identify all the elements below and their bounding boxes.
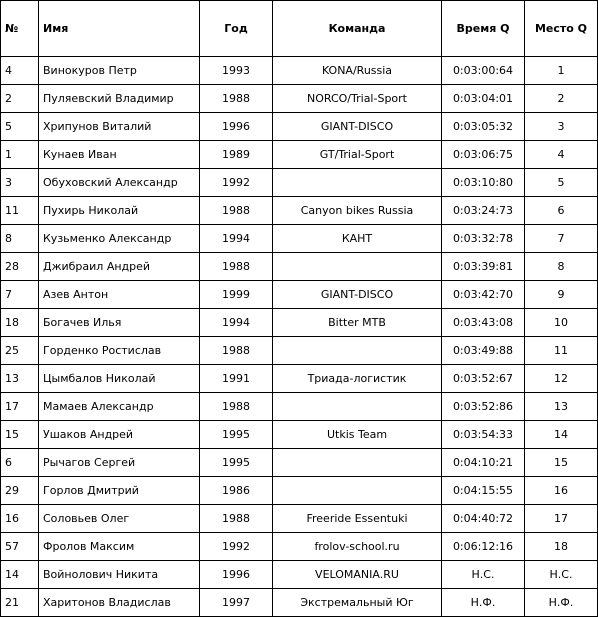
cell-time: 0:03:54:33 [442, 421, 525, 449]
cell-team: NORCO/Trial-Sport [273, 85, 442, 113]
cell-year: 1995 [200, 421, 273, 449]
column-header-name: Имя [39, 1, 200, 57]
cell-number: 5 [1, 113, 39, 141]
cell-place: 11 [525, 337, 598, 365]
cell-name: Пухирь Николай [39, 197, 200, 225]
cell-name: Богачев Илья [39, 309, 200, 337]
cell-name: Хрипунов Виталий [39, 113, 200, 141]
cell-name: Винокуров Петр [39, 57, 200, 85]
cell-year: 1997 [200, 589, 273, 617]
cell-year: 1993 [200, 57, 273, 85]
cell-number: 2 [1, 85, 39, 113]
cell-year: 1999 [200, 281, 273, 309]
cell-name: Пуляевский Владимир [39, 85, 200, 113]
cell-team: GT/Trial-Sport [273, 141, 442, 169]
cell-name: Соловьев Олег [39, 505, 200, 533]
cell-number: 11 [1, 197, 39, 225]
cell-time: 0:04:15:55 [442, 477, 525, 505]
cell-name: Ушаков Андрей [39, 421, 200, 449]
cell-place: Н.С. [525, 561, 598, 589]
cell-year: 1988 [200, 505, 273, 533]
cell-place: 6 [525, 197, 598, 225]
table-row [1, 281, 598, 309]
cell-time: 0:03:04:01 [442, 85, 525, 113]
cell-place: 13 [525, 393, 598, 421]
cell-year: 1996 [200, 561, 273, 589]
cell-name: Цымбалов Николай [39, 365, 200, 393]
table-row [1, 533, 598, 561]
cell-time: 0:06:12:16 [442, 533, 525, 561]
cell-team [273, 169, 442, 197]
cell-name: Джибраил Андрей [39, 253, 200, 281]
cell-number: 28 [1, 253, 39, 281]
cell-year: 1988 [200, 253, 273, 281]
cell-name: Рычагов Сергей [39, 449, 200, 477]
cell-place: 16 [525, 477, 598, 505]
table-row [1, 505, 598, 533]
cell-number: 21 [1, 589, 39, 617]
table-row [1, 57, 598, 85]
table-row [1, 197, 598, 225]
cell-time: 0:04:40:72 [442, 505, 525, 533]
cell-team [273, 477, 442, 505]
cell-number: 1 [1, 141, 39, 169]
cell-time: 0:03:39:81 [442, 253, 525, 281]
cell-year: 1994 [200, 309, 273, 337]
column-header-time: Время Q [442, 1, 525, 57]
cell-name: Горлов Дмитрий [39, 477, 200, 505]
cell-place: 5 [525, 169, 598, 197]
cell-number: 17 [1, 393, 39, 421]
table-row [1, 421, 598, 449]
cell-team: Триада-логистик [273, 365, 442, 393]
cell-time: 0:03:42:70 [442, 281, 525, 309]
cell-place: Н.Ф. [525, 589, 598, 617]
table-row [1, 477, 598, 505]
table-row [1, 113, 598, 141]
cell-team: Bitter MTB [273, 309, 442, 337]
cell-team [273, 337, 442, 365]
header-row [1, 1, 598, 57]
column-header-team: Команда [273, 1, 442, 57]
cell-team: GIANT-DISCO [273, 113, 442, 141]
cell-place: 4 [525, 141, 598, 169]
cell-time: 0:03:49:88 [442, 337, 525, 365]
cell-number: 25 [1, 337, 39, 365]
cell-year: 1988 [200, 393, 273, 421]
cell-place: 15 [525, 449, 598, 477]
table-row [1, 589, 598, 617]
cell-team: VELOMANIA.RU [273, 561, 442, 589]
cell-year: 1992 [200, 533, 273, 561]
cell-year: 1988 [200, 337, 273, 365]
cell-name: Кузьменко Александр [39, 225, 200, 253]
table-row [1, 449, 598, 477]
cell-team: Utkis Team [273, 421, 442, 449]
cell-team: КАНТ [273, 225, 442, 253]
cell-team: GIANT-DISCO [273, 281, 442, 309]
table-row [1, 365, 598, 393]
cell-place: 9 [525, 281, 598, 309]
cell-team: Freeride Essentuki [273, 505, 442, 533]
cell-place: 17 [525, 505, 598, 533]
cell-year: 1989 [200, 141, 273, 169]
cell-time: Н.С. [442, 561, 525, 589]
cell-year: 1988 [200, 197, 273, 225]
cell-place: 2 [525, 85, 598, 113]
cell-team [273, 449, 442, 477]
table-row [1, 309, 598, 337]
cell-name: Обуховский Александр [39, 169, 200, 197]
cell-number: 16 [1, 505, 39, 533]
cell-name: Кунаев Иван [39, 141, 200, 169]
table-row [1, 141, 598, 169]
cell-time: 0:03:32:78 [442, 225, 525, 253]
table-row [1, 393, 598, 421]
cell-number: 7 [1, 281, 39, 309]
table-row [1, 337, 598, 365]
cell-number: 6 [1, 449, 39, 477]
cell-year: 1992 [200, 169, 273, 197]
cell-time: 0:03:24:73 [442, 197, 525, 225]
cell-team: frolov-school.ru [273, 533, 442, 561]
cell-team [273, 253, 442, 281]
table-row [1, 253, 598, 281]
cell-time: 0:03:10:80 [442, 169, 525, 197]
cell-place: 7 [525, 225, 598, 253]
cell-name: Харитонов Владислав [39, 589, 200, 617]
column-header-year: Год [200, 1, 273, 57]
cell-number: 3 [1, 169, 39, 197]
cell-time: 0:03:52:67 [442, 365, 525, 393]
cell-time: 0:03:52:86 [442, 393, 525, 421]
cell-place: 8 [525, 253, 598, 281]
cell-number: 57 [1, 533, 39, 561]
cell-time: 0:04:10:21 [442, 449, 525, 477]
cell-name: Войнолович Никита [39, 561, 200, 589]
cell-time: 0:03:43:08 [442, 309, 525, 337]
table-row [1, 225, 598, 253]
table-row [1, 85, 598, 113]
cell-number: 15 [1, 421, 39, 449]
cell-name: Азев Антон [39, 281, 200, 309]
cell-team: KONA/Russia [273, 57, 442, 85]
cell-name: Мамаев Александр [39, 393, 200, 421]
cell-time: 0:03:06:75 [442, 141, 525, 169]
cell-place: 1 [525, 57, 598, 85]
cell-year: 1996 [200, 113, 273, 141]
cell-number: 4 [1, 57, 39, 85]
cell-team: Экстремальный Юг [273, 589, 442, 617]
table-row [1, 169, 598, 197]
column-header-place: Место Q [525, 1, 598, 57]
cell-team [273, 393, 442, 421]
cell-number: 8 [1, 225, 39, 253]
cell-number: 13 [1, 365, 39, 393]
cell-year: 1986 [200, 477, 273, 505]
cell-number: 18 [1, 309, 39, 337]
cell-number: 14 [1, 561, 39, 589]
cell-team: Canyon bikes Russia [273, 197, 442, 225]
table-row [1, 561, 598, 589]
cell-number: 29 [1, 477, 39, 505]
column-header-number: № [1, 1, 39, 57]
cell-place: 14 [525, 421, 598, 449]
cell-name: Фролов Максим [39, 533, 200, 561]
cell-time: 0:03:05:32 [442, 113, 525, 141]
cell-place: 18 [525, 533, 598, 561]
cell-year: 1994 [200, 225, 273, 253]
cell-place: 12 [525, 365, 598, 393]
cell-name: Горденко Ростислав [39, 337, 200, 365]
cell-year: 1995 [200, 449, 273, 477]
cell-year: 1988 [200, 85, 273, 113]
cell-time: 0:03:00:64 [442, 57, 525, 85]
cell-time: Н.Ф. [442, 589, 525, 617]
cell-place: 3 [525, 113, 598, 141]
cell-year: 1991 [200, 365, 273, 393]
table-body [1, 57, 598, 617]
cell-place: 10 [525, 309, 598, 337]
